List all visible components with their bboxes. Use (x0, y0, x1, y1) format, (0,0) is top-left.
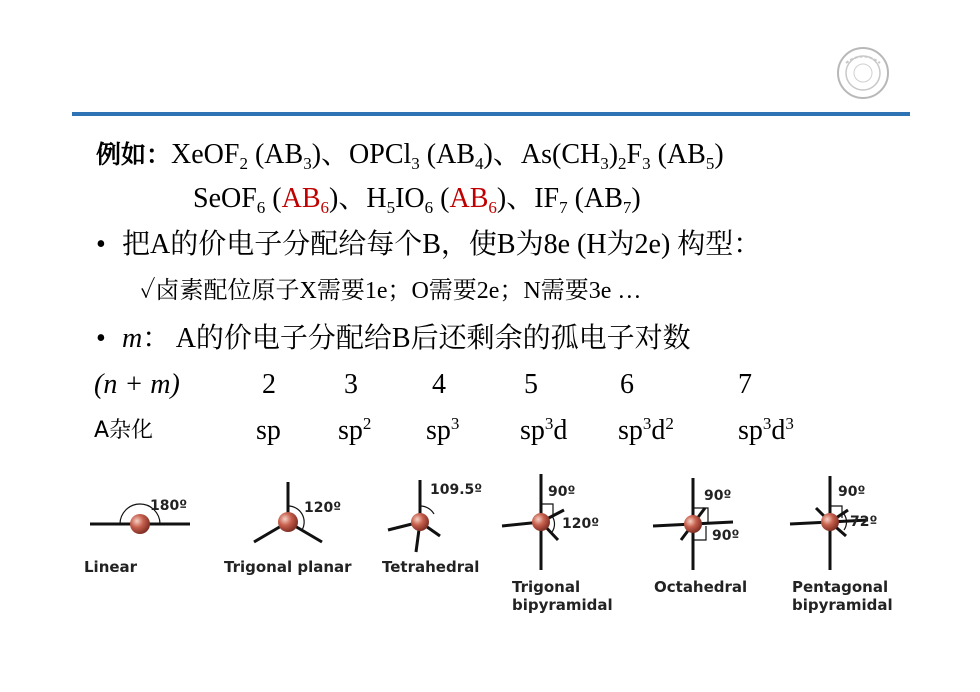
molecule-formula: OPCl$_3$ $(AB_4)$ (349, 139, 493, 173)
bullet-lone-pairs (96, 322, 691, 356)
geometry-name-pentagonal-bipyramidal: Pentagonal bipyramidal (792, 578, 893, 614)
molecule-class: $(AB_6)$ (265, 183, 339, 217)
geometry-name-tetrahedral: Tetrahedral (382, 558, 480, 576)
molecule-class: $(AB_3)$ (247, 139, 322, 173)
example-row-2 (193, 182, 641, 216)
angle-label: 90º (712, 528, 740, 544)
table-hybrid-cell: $sp^3d^3$ (738, 414, 794, 446)
table-value-cell: 3 (344, 369, 358, 400)
molecule-class: $(AB_4)$ (419, 139, 493, 173)
table-value-cell: 5 (524, 369, 538, 400)
example-molecules-row1 (171, 139, 724, 173)
geometry-name-linear: Linear (84, 558, 138, 576)
trigonal-planar-atom (278, 512, 298, 532)
example-row-1 (96, 138, 724, 172)
table-value-cell: 2 (262, 369, 276, 400)
table-hybrid-label: A杂化 (94, 418, 154, 443)
angle-label: 109.5º (430, 482, 483, 498)
example-label: 例如： (96, 140, 172, 169)
octahedral-atom (684, 515, 702, 533)
angle-label: 120º (304, 500, 342, 516)
angle-label: 72º (850, 514, 878, 530)
angle-label: 180º (150, 498, 188, 514)
linear-atom (130, 514, 150, 534)
angle-label: 90º (548, 484, 576, 500)
geometry-name-trigonal-bipyramidal: Trigonal bipyramidal (512, 578, 613, 614)
bullet-text: ： A的价电子分配给B后还剩余的孤电子对数 (142, 323, 691, 354)
angle-label: 90º (838, 484, 866, 500)
molecule-formula: XeOF$_2$ $(AB_3)$ (171, 139, 322, 173)
check-icon: ✓ (140, 278, 156, 304)
table-value-cell: 7 (738, 369, 752, 400)
molecule-class: $(AB_7)$ (567, 183, 641, 217)
table-header-label: (n + m) (94, 369, 180, 400)
example-molecules-row2 (193, 183, 641, 217)
table-hybrid-cell: $sp^3d^2$ (618, 414, 674, 446)
pentagonal-bipyramidal-atom (821, 513, 839, 531)
bullet-marker: • (96, 323, 106, 354)
angle-label: 90º (704, 488, 732, 504)
check-item-ligand-electrons (140, 274, 641, 308)
angle-label: 120º (562, 516, 600, 532)
check-text: 卤素配位原子X需要1e；O需要2e；N需要3e … (155, 278, 642, 304)
bullet-electron-assignment (96, 228, 761, 262)
geometry-diagrams (78, 468, 908, 638)
trigonal-bipyramidal-atom (532, 513, 550, 531)
molecule-formula: $As(CH_3)_2F_3$ $(AB_5)$ (520, 139, 724, 173)
bullet-text: 把A的价电子分配给每个B，使B为8e (H为2e) 构型： (122, 229, 762, 260)
table-hybrid-cell: $sp^2$ (338, 414, 372, 446)
header-rule (72, 112, 910, 116)
tetrahedral-atom (411, 513, 429, 531)
molecule-formula: $H_5IO_6$ $(AB_6)$ (366, 183, 507, 217)
university-seal-icon (836, 46, 890, 100)
geometry-svg (78, 468, 908, 638)
separator: 、 (492, 139, 521, 170)
table-value-cell: 4 (432, 369, 446, 400)
table-hybrid-cell: sp (256, 415, 281, 446)
geometry-name-octahedral: Octahedral (654, 578, 748, 596)
table-value-cell: 6 (620, 369, 634, 400)
geometry-name-trigonal-planar: Trigonal planar (224, 558, 352, 576)
table-hybrid-cell: $sp^3d$ (520, 414, 568, 446)
molecule-class: $(AB_5)$ (650, 139, 724, 173)
table-hybrid-cell: $sp^3$ (426, 414, 460, 446)
separator: 、 (506, 183, 535, 214)
variable-m: m (122, 323, 143, 354)
molecule-formula: SeOF$_6$ $(AB_6)$ (193, 183, 339, 217)
separator: 、 (321, 139, 350, 170)
separator: 、 (338, 183, 367, 214)
molecule-formula: $IF_7$ $(AB_7)$ (534, 183, 641, 217)
bullet-marker: • (96, 229, 106, 260)
molecule-class: $(AB_6)$ (433, 183, 507, 217)
